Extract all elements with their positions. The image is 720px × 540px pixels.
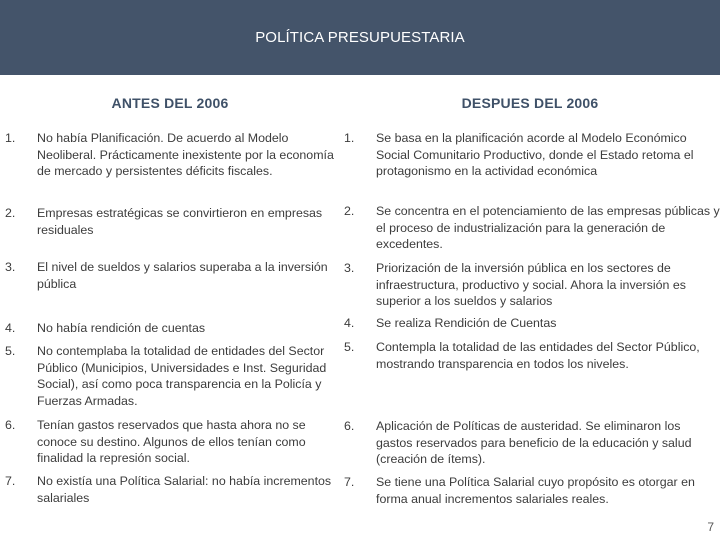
item-number: 4.: [344, 316, 355, 330]
item-text: Aplicación de Políticas de austeridad. Se eliminaron los gastos reservados para beneficio de la educación y salud (creación de ítems).: [376, 419, 692, 467]
item-number: 6.: [5, 418, 16, 432]
after-2006-heading: DESPUES DEL 2006: [461, 95, 599, 111]
item-number: 3.: [344, 261, 355, 275]
item-number: 5.: [344, 340, 355, 354]
item-text: Se basa en la planificación acorde al Modelo Económico Social Comunitario Productivo, donde el Estado retoma el protagonismo en la actividad económica: [376, 131, 694, 179]
item-text: Contempla la totalidad de las entidades del Sector Público, mostrando transparencia en todos los niveles.: [376, 340, 700, 371]
page-number: 7: [707, 520, 714, 534]
page-title: POLÍTICA PRESUPUESTARIA: [255, 29, 465, 46]
item-text: Se tiene una Política Salarial cuyo propósito es otorgar en forma anual incrementos salariales reales.: [376, 475, 695, 506]
item-text: Priorización de la inversión pública en los sectores de infraestructura, productivo y social. Ahora la inversión es superior a los sueldos y salarios: [376, 261, 686, 309]
item-text: Se concentra en el potenciamiento de las empresas públicas y el proceso de industrialización para la generación de excedentes.: [376, 204, 720, 252]
item-number: 3.: [5, 260, 16, 274]
item-number: 1.: [344, 131, 355, 145]
item-number: 1.: [5, 131, 16, 145]
before-2006-heading: ANTES DEL 2006: [111, 95, 229, 111]
item-number: 2.: [5, 206, 16, 220]
title-banner: [0, 0, 720, 75]
item-number: 7.: [5, 474, 16, 488]
item-number: 2.: [344, 204, 355, 218]
item-text: Tenían gastos reservados que hasta ahora no se conoce su destino. Algunos de ellos tenían como finalidad la represión social.: [37, 418, 306, 466]
item-text: No había rendición de cuentas: [37, 321, 206, 335]
item-number: 5.: [5, 344, 16, 358]
item-text: El nivel de sueldos y salarios superaba a la inversión pública: [37, 260, 328, 291]
item-number: 6.: [344, 419, 355, 433]
item-number: 4.: [5, 321, 16, 335]
item-text: No había Planificación. De acuerdo al Modelo Neoliberal. Prácticamente inexistente por la economía de mercado y persistentes déficits fiscales.: [37, 131, 334, 179]
item-text: No existía una Política Salarial: no había incrementos salariales: [37, 474, 332, 505]
item-text: Empresas estratégicas se convirtieron en empresas residuales: [37, 206, 323, 237]
item-text: No contemplaba la totalidad de entidades del Sector Público (Municipios, Universidades e Inst. Seguridad Social), así como poca transparencia en la Policía y Fuerzas Armadas.: [37, 344, 327, 408]
item-text: Se realiza Rendición de Cuentas: [376, 316, 557, 330]
item-number: 7.: [344, 475, 355, 489]
